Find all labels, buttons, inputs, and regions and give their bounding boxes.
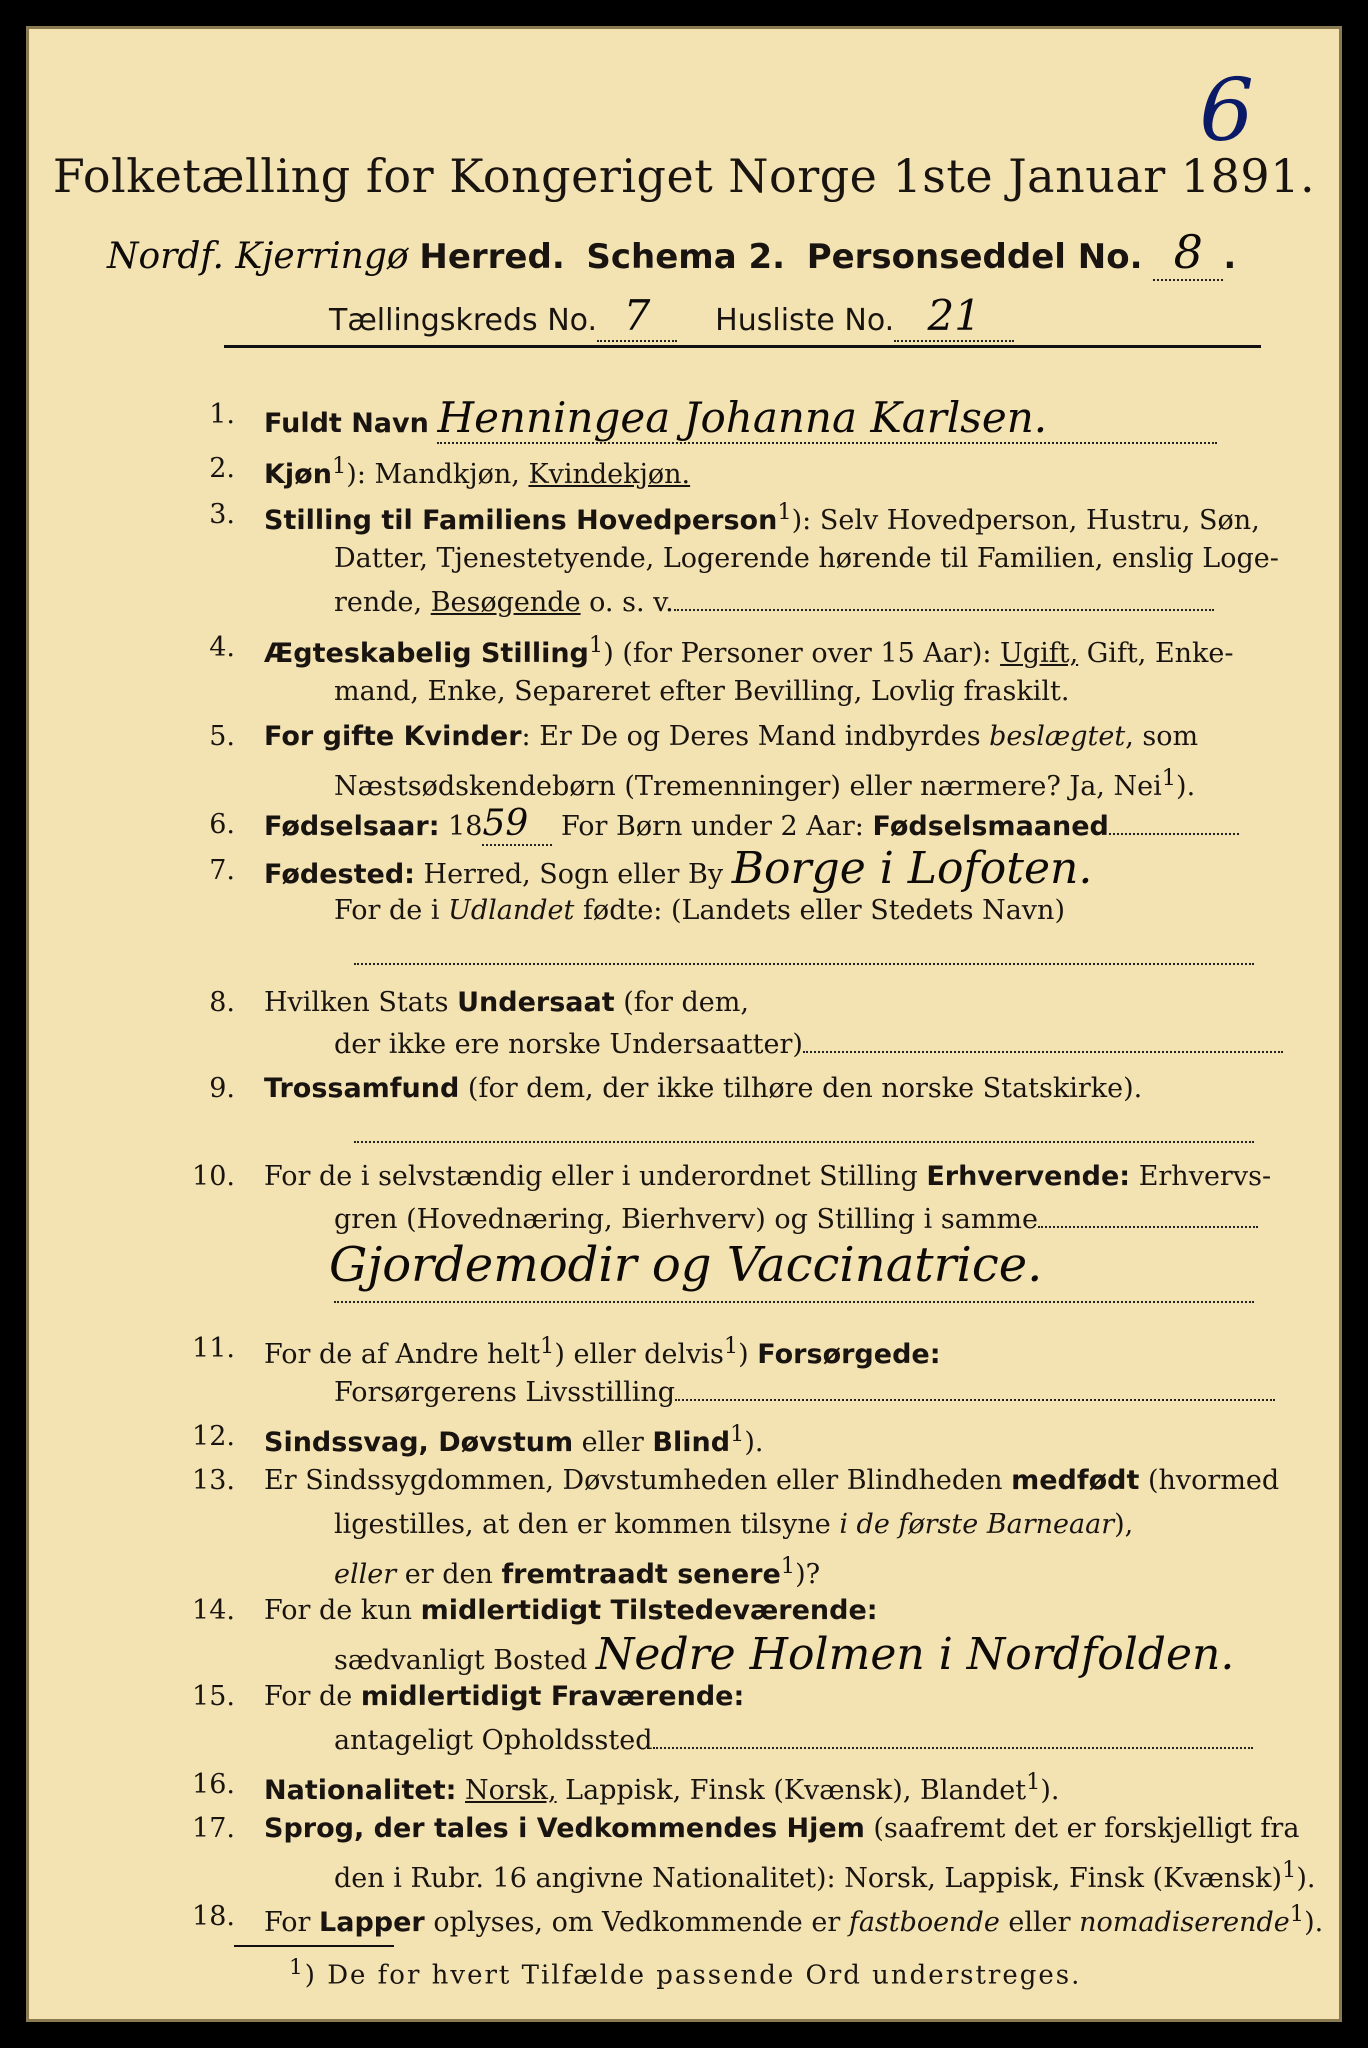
- q3-number: 3.: [209, 499, 235, 530]
- q8-label: Undersaat: [457, 987, 615, 1018]
- q14-residence: Nedre Holmen i Nordfolden.: [595, 1629, 1235, 1680]
- q11-line1: For de af Andre helt$^1$) eller delvis$^1$) Forsørgede:: [264, 1333, 941, 1370]
- q1-number: 1.: [209, 399, 235, 430]
- q17-number: 17.: [192, 1813, 235, 1844]
- husliste-label: Husliste No.: [715, 303, 895, 338]
- q9-blank-line: [354, 1117, 1254, 1143]
- q9-number: 9.: [209, 1073, 235, 1104]
- q9-line: Trossamfund (for dem, der ikke tilhøre den norske Statskirke).: [264, 1073, 1143, 1104]
- q16-selected: Norsk,: [465, 1775, 557, 1806]
- q14-number: 14.: [192, 1595, 235, 1626]
- herred-label: Herred.: [419, 237, 565, 277]
- q16-line: Nationalitet: Norsk, Lappisk, Finsk (Kvænsk), Blandet$^1$).: [264, 1769, 1060, 1806]
- header-divider: [224, 345, 1261, 348]
- q3-line2: Datter, Tjenestetyende, Logerende hørende til Familien, enslig Loge-: [334, 543, 1279, 574]
- q17-line2: den i Rubr. 16 angivne Nationalitet): Norsk, Lappisk, Finsk (Kvænsk)$^1$).: [334, 1857, 1316, 1894]
- q3-selected: Besøgende: [430, 587, 581, 618]
- personseddel-label: Personseddel No.: [806, 237, 1143, 277]
- q11-label: Forsørgede:: [757, 1339, 941, 1370]
- q9-label: Trossamfund: [264, 1073, 460, 1104]
- q18-label: Lapper: [319, 1907, 425, 1938]
- q11-line2: Forsørgerens Livsstilling: [334, 1377, 1275, 1408]
- herred-value: Nordf. Kjerringø: [107, 236, 409, 277]
- q12-label: Sindssvag, Døvstum: [264, 1427, 574, 1458]
- q7-line1: Fødested: Herred, Sogn eller By Borge i Lofoten.: [264, 843, 1093, 894]
- q1-value: Henningea Johanna Karlsen.: [437, 393, 1217, 444]
- q12-line: Sindssvag, Døvstum eller Blind$^1$).: [264, 1421, 764, 1458]
- q7-birthplace: Borge i Lofoten.: [731, 843, 1093, 894]
- q4-line2: mand, Enke, Separeret efter Bevilling, Lovlig fraskilt.: [334, 676, 1070, 707]
- page-number-mark: 6: [1199, 61, 1254, 161]
- q10-blank-line: [334, 1281, 1254, 1303]
- q16-label: Nationalitet:: [264, 1775, 457, 1806]
- q8-line2: der ikke ere norske Undersaatter): [334, 1029, 1283, 1060]
- q6-number: 6.: [209, 809, 235, 840]
- q14-label: midlertidigt Tilstedeværende:: [420, 1595, 878, 1626]
- kreds-label: Tællingskreds No.: [329, 303, 597, 338]
- q5-line1: For gifte Kvinder: Er De og Deres Mand indbyrdes beslægtet, som: [264, 721, 1199, 752]
- q14-line1: For de kun midlertidigt Tilstedeværende:: [264, 1595, 878, 1626]
- q10-line2: gren (Hovednæring, Bierhverv) og Stilling i samme: [334, 1204, 1258, 1235]
- q4-selected: Ugift,: [1000, 638, 1079, 669]
- q10-occupation: Gjordemodir og Vaccinatrice.: [329, 1237, 1043, 1293]
- herred-line: Nordf. Kjerringø Herred. Schema 2. Personseddel No. 8 .: [107, 225, 1237, 279]
- form-title: Folketælling for Kongeriget Norge 1ste Januar 1891.: [52, 149, 1316, 203]
- q7-label: Fødested:: [264, 859, 415, 890]
- q18-line: For Lapper oplyses, om Vedkommende er fastboende eller nomadiserende$^1$).: [264, 1901, 1324, 1938]
- q15-number: 15.: [192, 1681, 235, 1712]
- q6-label: Fødselsaar:: [264, 811, 440, 842]
- q13-label: medfødt: [1011, 1465, 1140, 1496]
- q15-label: midlertidigt Fraværende:: [360, 1681, 745, 1712]
- q11-number: 11.: [192, 1333, 235, 1364]
- q2-line: Kjøn$^1$): Mandkjøn, Kvindekjøn.: [264, 453, 691, 490]
- schema-label: Schema 2.: [586, 237, 786, 277]
- q3-line1: Stilling til Familiens Hovedperson$^1$): Selv Hovedperson, Hustru, Søn,: [264, 499, 1260, 536]
- q4-number: 4.: [209, 632, 235, 663]
- census-form: [26, 26, 1342, 2022]
- husliste-value: 21: [894, 291, 1014, 342]
- q7-blank-line: [354, 939, 1254, 965]
- q2-selected: Kvindekjøn.: [528, 459, 691, 490]
- q18-number: 18.: [192, 1901, 235, 1932]
- q17-line1: Sprog, der tales i Vedkommendes Hjem (saafremt det er forskjelligt fra: [264, 1813, 1300, 1844]
- q10-line1: For de i selvstændig eller i underordnet Stilling Erhvervende: Erhvervs-: [264, 1161, 1272, 1192]
- q12-number: 12.: [192, 1421, 235, 1452]
- q8-line1: Hvilken Stats Undersaat (for dem,: [264, 987, 749, 1018]
- q13-line3: eller er den fremtraadt senere$^1$)?: [334, 1553, 821, 1590]
- q14-line2: sædvanligt Bosted Nedre Holmen i Nordfolden.: [334, 1629, 1235, 1680]
- q8-number: 8.: [209, 987, 235, 1018]
- q7-number: 7.: [209, 855, 235, 886]
- q3-line3: rende, Besøgende o. s. v.: [334, 587, 1214, 618]
- personseddel-value: 8: [1153, 225, 1223, 281]
- q1-line: [264, 393, 1217, 444]
- q5-line2: Næstsødskendebørn (Tremenninger) eller nærmere? Ja, Nei$^1$).: [334, 765, 1196, 802]
- q2-number: 2.: [209, 453, 235, 484]
- q15-line2: antageligt Opholdssted: [334, 1725, 1253, 1756]
- q13-line2: ligestilles, at den er kommen tilsyne i de første Barneaar),: [334, 1509, 1134, 1540]
- q7-line2: For de i Udlandet fødte: (Landets eller Stedets Navn): [334, 895, 1065, 926]
- footnote: $^1$) De for hvert Tilfælde passende Ord understreges.: [289, 1955, 1082, 1991]
- q6-birth-year: 59: [482, 803, 552, 846]
- q13-line1: Er Sindssygdommen, Døvstumheden eller Blindheden medfødt (hvormed: [264, 1465, 1280, 1496]
- q3-label: Stilling til Familiens Hovedperson: [264, 505, 778, 536]
- q17-label: Sprog, der tales i Vedkommendes Hjem: [264, 1813, 865, 1844]
- q6-line: Fødselsaar: 1859 For Børn under 2 Aar: Fødselsmaaned: [264, 803, 1239, 846]
- q2-label: Kjøn: [264, 459, 332, 490]
- q4-label: Ægteskabelig Stilling: [264, 638, 589, 669]
- footnote-rule: [234, 1945, 394, 1947]
- q15-line1: For de midlertidigt Fraværende:: [264, 1681, 745, 1712]
- q13-number: 13.: [192, 1465, 235, 1496]
- q10-label: Erhvervende:: [926, 1161, 1131, 1192]
- q5-number: 5.: [209, 721, 235, 752]
- q1-label: Fuldt Navn: [264, 408, 429, 439]
- kreds-value: 7: [597, 291, 677, 342]
- q16-number: 16.: [192, 1769, 235, 1800]
- q4-line1: Ægteskabelig Stilling$^1$) (for Personer over 15 Aar): Ugift, Gift, Enke-: [264, 632, 1234, 669]
- kreds-line: [329, 291, 1014, 342]
- q5-label: gifte Kvinder: [322, 721, 522, 752]
- q10-number: 10.: [192, 1161, 235, 1192]
